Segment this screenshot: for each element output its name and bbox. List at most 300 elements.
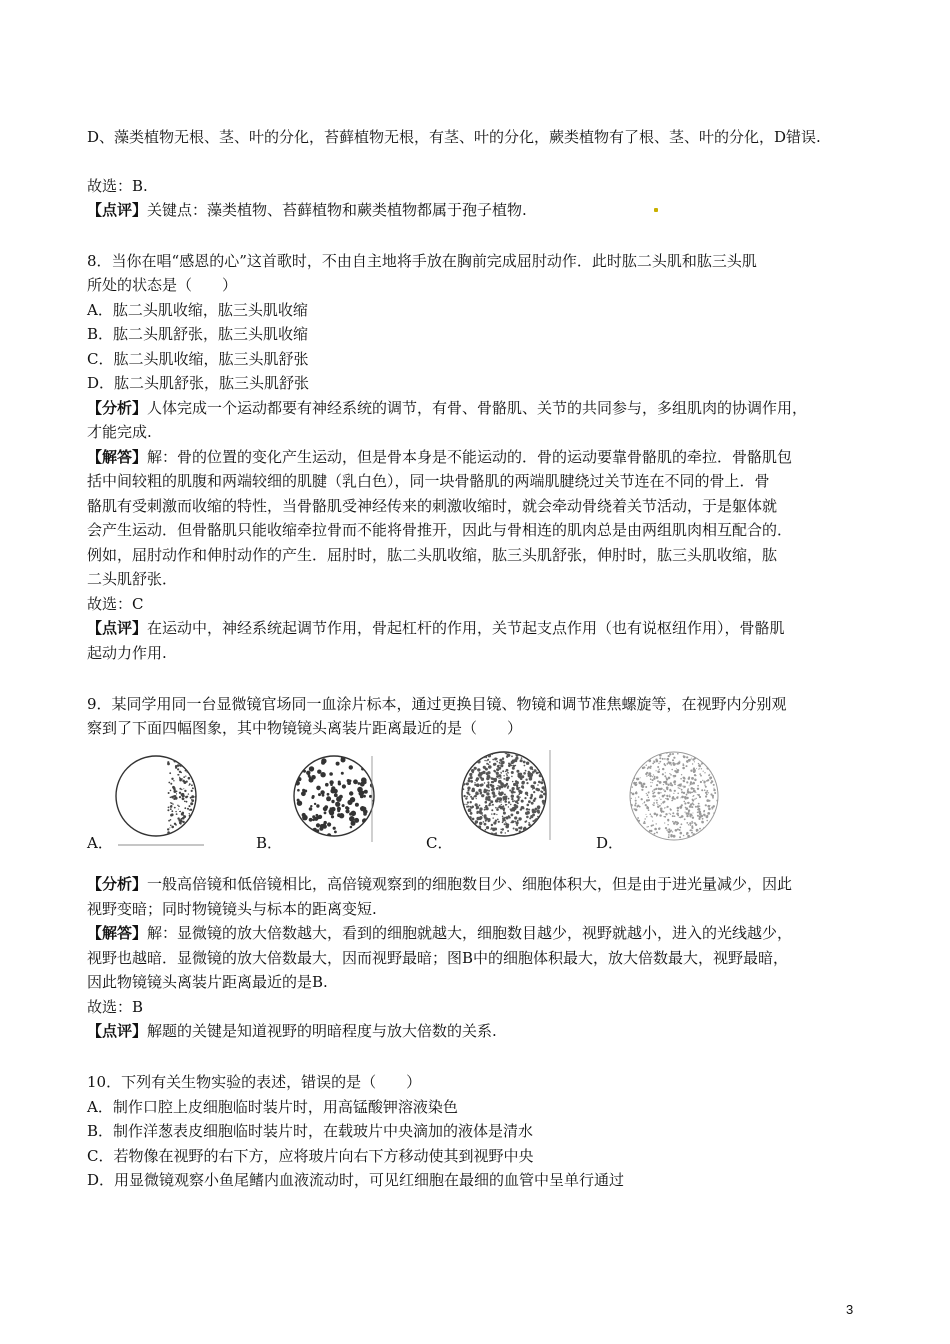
cell-dot	[686, 757, 688, 759]
cell-dot	[684, 818, 686, 820]
cell-dot	[317, 770, 321, 774]
cell-dot	[699, 796, 701, 798]
cell-dot	[349, 816, 355, 822]
cell-dot	[513, 828, 515, 830]
cell-dot	[681, 774, 682, 775]
q9-answer: 故选：B	[87, 998, 144, 1016]
cell-dot	[687, 761, 689, 763]
cell-dot	[173, 798, 175, 800]
q8-answer: 故选：C	[87, 595, 144, 613]
cell-dot	[181, 793, 184, 796]
cell-dot	[681, 789, 683, 791]
cell-dot	[702, 780, 703, 781]
cell-dot	[358, 782, 361, 785]
cell-dot	[690, 783, 692, 785]
cell-dot	[488, 787, 490, 789]
cell-dot	[320, 772, 325, 777]
cell-dot	[312, 815, 315, 818]
cell-dot	[171, 813, 174, 816]
cell-dot	[516, 786, 518, 788]
cell-dot	[670, 782, 672, 784]
cell-dot	[500, 777, 502, 779]
cell-dot	[491, 785, 494, 788]
cell-dot	[357, 787, 363, 793]
cell-dot	[521, 785, 524, 788]
cell-dot	[695, 824, 697, 826]
cell-dot	[706, 794, 708, 796]
q10-option-c: C．若物像在视野的右下方，应将玻片向右下方移动使其到视野中央	[87, 1147, 534, 1165]
cell-dot	[700, 775, 702, 777]
cell-dot	[479, 807, 482, 810]
cell-dot	[505, 832, 506, 833]
q8-option-b: B．肱二头肌舒张，肱三头肌收缩	[87, 325, 309, 343]
cell-dot	[511, 771, 514, 774]
cell-dot	[712, 797, 714, 799]
q9-stem-line-2: 察到了下面四幅图象，其中物镜镜头离装片距离最近的是（ ）	[87, 719, 523, 737]
cell-dot	[501, 804, 502, 805]
cell-dot	[674, 777, 675, 778]
cell-dot	[303, 770, 306, 773]
cell-dot	[663, 789, 664, 790]
cell-dot	[186, 801, 188, 803]
cell-dot	[662, 768, 664, 770]
cell-dot	[688, 759, 691, 762]
comment-text: 在运动中，神经系统起调节作用，骨起杠杆的作用，关节起支点作用（也有说枢纽作用），骨骼肌	[147, 619, 785, 637]
cell-dot	[192, 781, 193, 782]
cell-dot	[499, 788, 501, 790]
cell-dot	[170, 802, 171, 803]
cell-dot	[180, 823, 182, 825]
cell-dot	[507, 830, 509, 832]
cell-dot	[308, 774, 311, 777]
cell-dot	[683, 756, 686, 759]
cell-dot	[324, 808, 327, 811]
cell-dot	[672, 759, 674, 761]
cell-dot	[320, 790, 324, 794]
cell-dot	[539, 794, 542, 797]
cell-dot	[488, 790, 490, 792]
cell-dot	[178, 774, 179, 775]
cell-dot	[659, 797, 660, 798]
micrograph-c	[456, 748, 556, 844]
cell-dot	[654, 789, 656, 791]
cell-dot	[327, 833, 331, 837]
cell-dot	[484, 809, 486, 811]
cell-dot	[488, 765, 492, 769]
cell-dot	[483, 821, 485, 823]
cell-dot	[709, 776, 712, 779]
cell-dot	[511, 814, 514, 817]
cell-dot	[689, 822, 691, 824]
cell-dot	[176, 813, 178, 815]
cell-dot	[337, 807, 341, 811]
cell-dot	[692, 763, 693, 764]
cell-dot	[504, 823, 506, 825]
cell-dot	[516, 824, 518, 826]
cell-dot	[500, 764, 503, 767]
cell-dot	[488, 799, 491, 802]
cell-dot	[522, 781, 525, 784]
cell-dot	[189, 809, 190, 810]
cell-dot	[653, 774, 654, 775]
cell-dot	[492, 754, 493, 755]
q8-analysis-line-2: 才能完成.	[87, 423, 152, 441]
cell-dot	[467, 787, 469, 789]
cell-dot	[502, 805, 504, 807]
cell-dot	[492, 791, 495, 794]
cell-dot	[501, 786, 504, 789]
cell-dot	[542, 800, 545, 803]
cell-dot	[523, 772, 526, 775]
cell-dot	[511, 765, 512, 766]
cell-dot	[316, 823, 320, 827]
cell-dot	[191, 799, 194, 802]
cell-dot	[322, 761, 325, 764]
cell-dot	[651, 825, 653, 827]
q8-option-c: C．肱二头肌收缩，肱三头肌舒张	[87, 350, 309, 368]
cell-dot	[708, 808, 711, 811]
cell-dot	[656, 770, 657, 771]
cell-dot	[537, 816, 539, 818]
cell-dot	[646, 765, 647, 766]
cell-dot	[660, 810, 662, 812]
cell-dot	[686, 832, 688, 834]
cell-dot	[648, 797, 649, 798]
cell-dot	[662, 795, 665, 798]
cell-dot	[654, 761, 656, 763]
cell-dot	[472, 771, 474, 773]
q8-solution-line-1	[87, 446, 792, 468]
cell-dot	[691, 777, 694, 780]
cell-dot	[497, 761, 498, 762]
cell-dot	[683, 780, 685, 782]
cell-dot	[528, 809, 530, 811]
cell-dot	[309, 807, 313, 811]
cell-dot	[498, 765, 500, 767]
cell-dot	[504, 800, 507, 803]
cell-dot	[491, 781, 493, 783]
cell-dot	[476, 783, 480, 787]
cell-dot	[688, 824, 689, 825]
cell-dot	[669, 773, 670, 774]
cell-dot	[697, 785, 699, 787]
cell-dot	[349, 791, 353, 795]
cell-dot	[500, 801, 501, 802]
cell-dot	[489, 761, 491, 763]
cell-dot	[471, 789, 474, 792]
cell-dot	[179, 796, 181, 798]
cell-dot	[677, 771, 679, 773]
cell-dot	[673, 835, 675, 837]
cell-dot	[706, 790, 708, 792]
q8-option-d: D．肱二头肌舒张，肱三头肌舒张	[87, 374, 310, 392]
cell-dot	[178, 806, 180, 808]
cell-dot	[694, 769, 696, 771]
cell-dot	[484, 823, 487, 826]
q8-solution-line-6: 二头肌舒张．	[87, 570, 178, 588]
cell-dot	[697, 788, 699, 790]
cell-dot	[338, 781, 341, 784]
analysis-tag: 【分析】	[87, 875, 148, 893]
cell-dot	[674, 790, 676, 792]
cell-dot	[491, 827, 493, 829]
cell-dot	[531, 802, 534, 805]
cell-dot	[527, 804, 530, 807]
cell-dot	[699, 828, 701, 830]
cell-dot	[179, 792, 181, 794]
cell-dot	[177, 817, 179, 819]
cell-dot	[503, 812, 506, 815]
cell-dot	[711, 807, 713, 809]
cell-dot	[189, 785, 190, 786]
cell-dot	[680, 832, 683, 835]
cell-dot	[492, 759, 494, 761]
cell-dot	[177, 764, 180, 767]
cell-dot	[698, 763, 699, 764]
cell-dot	[514, 800, 515, 801]
cell-dot	[182, 812, 185, 815]
cell-dot	[314, 803, 316, 805]
cell-dot	[183, 776, 185, 778]
cell-dot	[648, 772, 651, 775]
cell-dot	[661, 803, 662, 804]
cell-dot	[526, 762, 529, 765]
cell-dot	[184, 807, 186, 809]
cell-dot	[500, 799, 502, 801]
cell-dot	[540, 790, 542, 792]
cell-dot	[662, 773, 664, 775]
cell-dot	[650, 782, 651, 783]
cell-dot	[692, 758, 694, 760]
cell-dot	[326, 796, 331, 801]
cell-dot	[684, 801, 686, 803]
cell-dot	[653, 778, 655, 780]
cell-dot	[508, 772, 509, 773]
cell-dot	[188, 793, 189, 794]
cell-dot	[653, 804, 655, 806]
cell-dot	[492, 804, 494, 806]
cell-dot	[495, 800, 497, 802]
cell-dot	[506, 773, 507, 774]
cell-dot	[481, 783, 484, 786]
cell-dot	[524, 827, 526, 829]
cell-dot	[677, 810, 679, 812]
cell-dot	[665, 813, 667, 815]
cell-dot	[686, 794, 687, 795]
cell-dot	[648, 826, 649, 827]
cell-dot	[675, 829, 678, 832]
cell-dot	[485, 801, 488, 804]
cell-dot	[352, 812, 356, 816]
cell-dot	[484, 789, 487, 792]
cell-dot	[643, 783, 646, 786]
cell-dot	[494, 763, 497, 766]
cell-dot	[479, 816, 482, 819]
cell-dot	[697, 812, 699, 814]
cell-dot	[490, 800, 493, 803]
cell-dot	[170, 805, 173, 808]
cell-dot	[670, 834, 672, 836]
cell-dot	[663, 811, 665, 813]
cell-dot	[468, 779, 471, 782]
cell-dot	[316, 804, 319, 807]
cell-dot	[317, 788, 320, 791]
cell-dot	[660, 799, 661, 800]
cell-dot	[511, 790, 514, 793]
cell-dot	[706, 780, 708, 782]
cell-dot	[674, 815, 676, 817]
cell-dot	[500, 763, 502, 765]
cell-dot	[651, 815, 652, 816]
cell-dot	[331, 800, 334, 803]
cell-dot	[650, 785, 652, 787]
q8-stem-line-1: 8．当你在唱“感恩的心”这首歌时，不由自主地将手放在胸前完成屈肘动作．此时肱二头肌和肱三头肌	[87, 252, 757, 270]
cell-dot	[657, 780, 659, 782]
cell-dot	[669, 813, 670, 814]
cell-dot	[657, 806, 659, 808]
cell-dot	[363, 795, 366, 798]
q9-stem-line-1: 9．某同学用同一台显微镜官场同一血涂片标本，通过更换目镜、物镜和调节准焦螺旋等，在视野内分别观	[87, 695, 787, 713]
cell-dot	[665, 827, 667, 829]
cell-dot	[645, 804, 647, 806]
figure-label-b: B．	[256, 834, 283, 852]
cell-dot	[681, 796, 684, 799]
cell-dot	[496, 768, 499, 771]
cell-dot	[704, 789, 706, 791]
cell-dot	[502, 829, 504, 831]
cell-dot	[670, 774, 672, 776]
cell-dot	[639, 806, 641, 808]
cell-dot	[679, 817, 680, 818]
cell-dot	[690, 825, 691, 826]
cell-dot	[635, 802, 637, 804]
cell-dot	[673, 775, 675, 777]
cell-dot	[685, 812, 686, 813]
cell-dot	[672, 753, 674, 755]
cell-dot	[486, 760, 487, 761]
cell-dot	[309, 818, 313, 822]
cell-dot	[654, 776, 656, 778]
q8-solution-line-3: 骼肌有受刺激而收缩的特性，当骨骼肌受神经传来的刺激收缩时，就会牵动骨绕着关节活动，于是躯体就	[87, 497, 778, 515]
cell-dot	[487, 775, 491, 779]
cell-dot	[192, 788, 193, 789]
cell-dot	[692, 802, 694, 804]
cell-dot	[470, 801, 472, 803]
q8-analysis-line-1	[87, 397, 807, 419]
cell-dot	[336, 762, 340, 766]
cell-dot	[177, 768, 179, 770]
cell-dot	[703, 771, 704, 772]
cell-dot	[658, 763, 659, 764]
cell-dot	[654, 813, 657, 816]
cell-dot	[635, 792, 638, 795]
cell-dot	[502, 770, 504, 772]
cell-dot	[686, 797, 688, 799]
cell-dot	[654, 828, 657, 831]
cell-dot	[641, 798, 643, 800]
cell-dot	[713, 784, 715, 786]
cell-dot	[181, 789, 182, 790]
cell-dot	[535, 808, 538, 811]
q9-solution-line-1	[87, 922, 792, 944]
cell-dot	[696, 798, 697, 799]
cell-dot	[517, 820, 519, 822]
cell-dot	[665, 798, 666, 799]
cell-dot	[683, 835, 685, 837]
cell-dot	[473, 770, 474, 771]
cell-dot	[654, 833, 656, 835]
cell-dot	[635, 800, 637, 802]
cell-dot	[185, 770, 187, 772]
comment-tag: 【点评】	[87, 1022, 148, 1040]
q7-answer: 故选：B.	[87, 177, 148, 195]
cell-dot	[511, 820, 514, 823]
cell-dot	[497, 819, 499, 821]
cell-dot	[543, 793, 546, 796]
cell-dot	[704, 784, 705, 785]
cell-dot	[362, 807, 367, 812]
cell-dot	[503, 775, 504, 776]
cell-dot	[672, 812, 674, 814]
cell-dot	[635, 784, 638, 787]
cell-dot	[172, 803, 173, 804]
cell-dot	[525, 812, 528, 815]
cell-dot	[678, 787, 679, 788]
cell-dot	[350, 797, 355, 802]
cell-dot	[184, 801, 186, 803]
cell-dot	[171, 802, 173, 804]
cell-dot	[476, 807, 478, 809]
micrograph-a	[108, 752, 208, 848]
cell-dot	[701, 789, 703, 791]
cell-dot	[691, 815, 692, 816]
cell-dot	[533, 791, 535, 793]
cell-dot	[519, 797, 520, 798]
cell-dot	[680, 797, 681, 798]
cell-dot	[537, 784, 539, 786]
cell-dot	[657, 804, 658, 805]
cell-dot	[523, 761, 526, 764]
cell-dot	[664, 775, 666, 777]
cell-dot	[656, 776, 659, 779]
cell-dot	[490, 805, 491, 806]
cell-dot	[489, 803, 491, 805]
analysis-text: 一般高倍镜和低倍镜相比，高倍镜观察到的细胞数目少、细胞体积大，但是由于进光量减少，因此	[147, 875, 793, 893]
cell-dot	[306, 771, 310, 775]
cell-dot	[689, 830, 691, 832]
cell-dot	[705, 804, 707, 806]
cell-dot	[477, 811, 479, 813]
cell-dot	[652, 776, 653, 777]
cell-dot	[533, 781, 536, 784]
cell-dot	[518, 817, 521, 820]
cell-dot	[698, 811, 701, 814]
cell-dot	[707, 812, 710, 815]
cell-dot	[475, 803, 478, 806]
cell-dot	[191, 790, 193, 792]
cell-dot	[641, 785, 644, 788]
cell-dot	[655, 788, 657, 790]
cell-dot	[494, 771, 496, 773]
cell-dot	[508, 801, 510, 803]
cell-dot	[670, 809, 672, 811]
q9-comment	[87, 1020, 497, 1042]
cell-dot	[697, 809, 699, 811]
cell-dot	[646, 814, 647, 815]
cell-dot	[652, 782, 653, 783]
cell-dot	[467, 801, 469, 803]
cell-dot	[334, 831, 337, 834]
